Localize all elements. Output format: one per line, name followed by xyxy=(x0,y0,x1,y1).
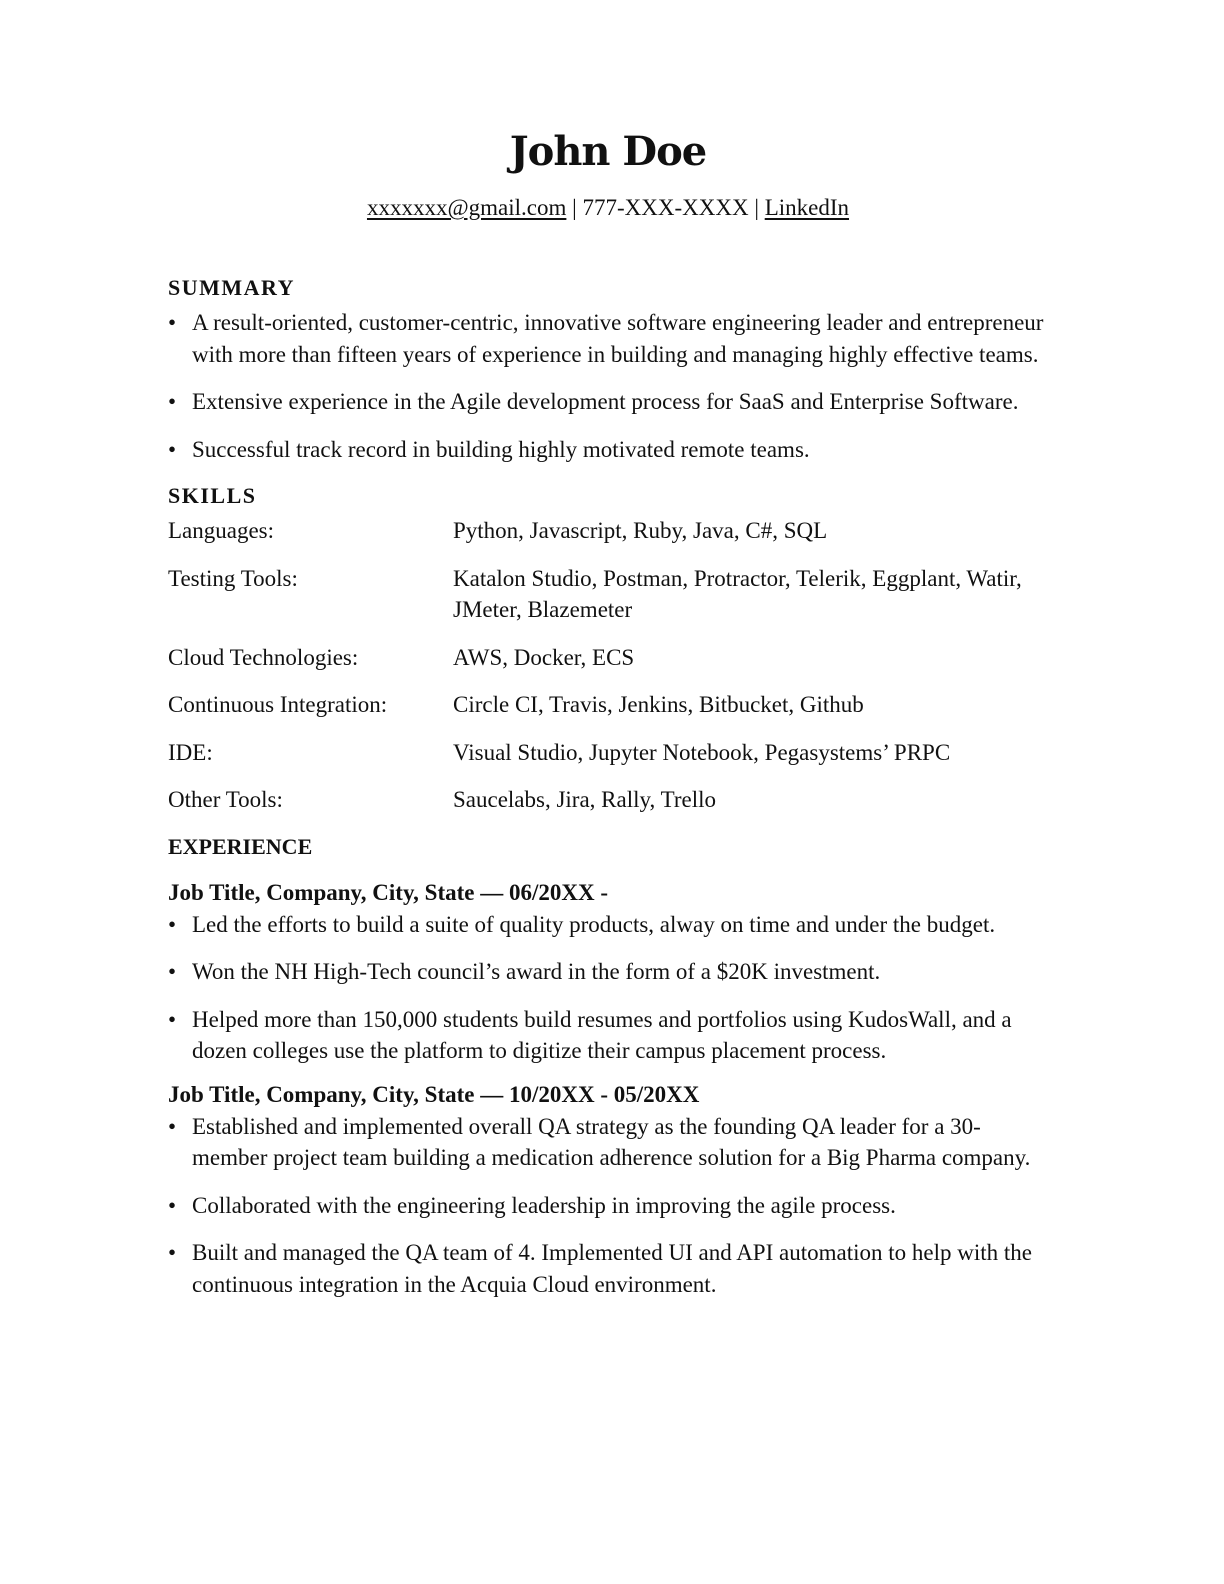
job-heading: Job Title, Company, City, State — 10/20XX - 05/20XX xyxy=(168,1081,700,1107)
skills-category: Other Tools: xyxy=(168,787,283,812)
experience-heading: EXPERIENCE xyxy=(168,833,313,859)
skills-row xyxy=(168,642,1048,674)
skills-table xyxy=(168,515,1048,816)
skills-row xyxy=(168,737,1048,769)
job-bullets xyxy=(168,1111,1048,1301)
contact-separator: | xyxy=(566,195,583,220)
skills-category: IDE: xyxy=(168,739,213,765)
resume-page xyxy=(168,124,1048,1316)
skills-category: Languages: xyxy=(168,518,275,543)
job-bullets xyxy=(168,909,1048,1067)
skills-values: Visual Studio, Jupyter Notebook, Pegasystems’ PRPC xyxy=(453,739,951,765)
skills-values: AWS, Docker, ECS xyxy=(453,644,635,670)
skills-row xyxy=(168,563,1048,626)
job-entry xyxy=(168,1079,1048,1301)
candidate-name: John Doe xyxy=(509,128,707,175)
summary-item: • Extensive experience in the Agile development process for SaaS and Enterprise Software. xyxy=(168,386,1048,418)
contact-line xyxy=(168,192,1048,224)
linkedin-link[interactable]: LinkedIn xyxy=(764,195,850,220)
skills-row xyxy=(168,515,1048,547)
contact-separator: | xyxy=(748,195,765,220)
skills-heading: SKILLS xyxy=(168,483,257,508)
job-bullet: • Collaborated with the engineering leadership in improving the agile process. xyxy=(168,1190,1048,1222)
skills-category: Testing Tools: xyxy=(168,565,298,591)
phone-number: 777-XXX-XXXX xyxy=(582,195,749,220)
skills-values: Python, Javascript, Ruby, Java, C#, SQL xyxy=(453,518,828,543)
summary-item: • Successful track record in building highly motivated remote teams. xyxy=(168,434,1048,466)
summary-heading: SUMMARY xyxy=(168,275,296,300)
skills-row xyxy=(168,784,1048,816)
job-bullet: • Helped more than 150,000 students build resumes and portfolios using KudosWall, and a dozen colleges use the platform to digitize their campus placement process. xyxy=(168,1004,1048,1067)
job-bullet: • Built and managed the QA team of 4. Implemented UI and API automation to help with the continuous integration in the Acquia Cloud environment. xyxy=(168,1237,1048,1300)
skills-values: Saucelabs, Jira, Rally, Trello xyxy=(453,787,716,812)
skills-row xyxy=(168,689,1048,721)
summary-list xyxy=(168,307,1048,465)
skills-values: Circle CI, Travis, Jenkins, Bitbucket, Github xyxy=(453,692,864,717)
skills-category: Cloud Technologies: xyxy=(168,644,359,670)
summary-item: • A result-oriented, customer-centric, innovative software engineering leader and entrepreneur with more than fifteen years of experience in building and managing highly effective teams. xyxy=(168,307,1048,370)
job-bullet: • Led the efforts to build a suite of quality products, alway on time and under the budget. xyxy=(168,909,1048,941)
email-link[interactable]: xxxxxxx@gmail.com xyxy=(366,195,567,220)
skills-category: Continuous Integration: xyxy=(168,692,388,717)
job-bullet: • Established and implemented overall QA strategy as the founding QA leader for a 30-member project team building a medication adherence solution for a Big Pharma company. xyxy=(168,1111,1048,1174)
job-heading: Job Title, Company, City, State — 06/20XX - xyxy=(168,879,609,905)
job-bullet: • Won the NH High-Tech council’s award in the form of a $20K investment. xyxy=(168,956,1048,988)
skills-values: Katalon Studio, Postman, Protractor, Telerik, Eggplant, Watir, JMeter, Blazemeter xyxy=(453,565,1022,622)
job-entry xyxy=(168,877,1048,1067)
